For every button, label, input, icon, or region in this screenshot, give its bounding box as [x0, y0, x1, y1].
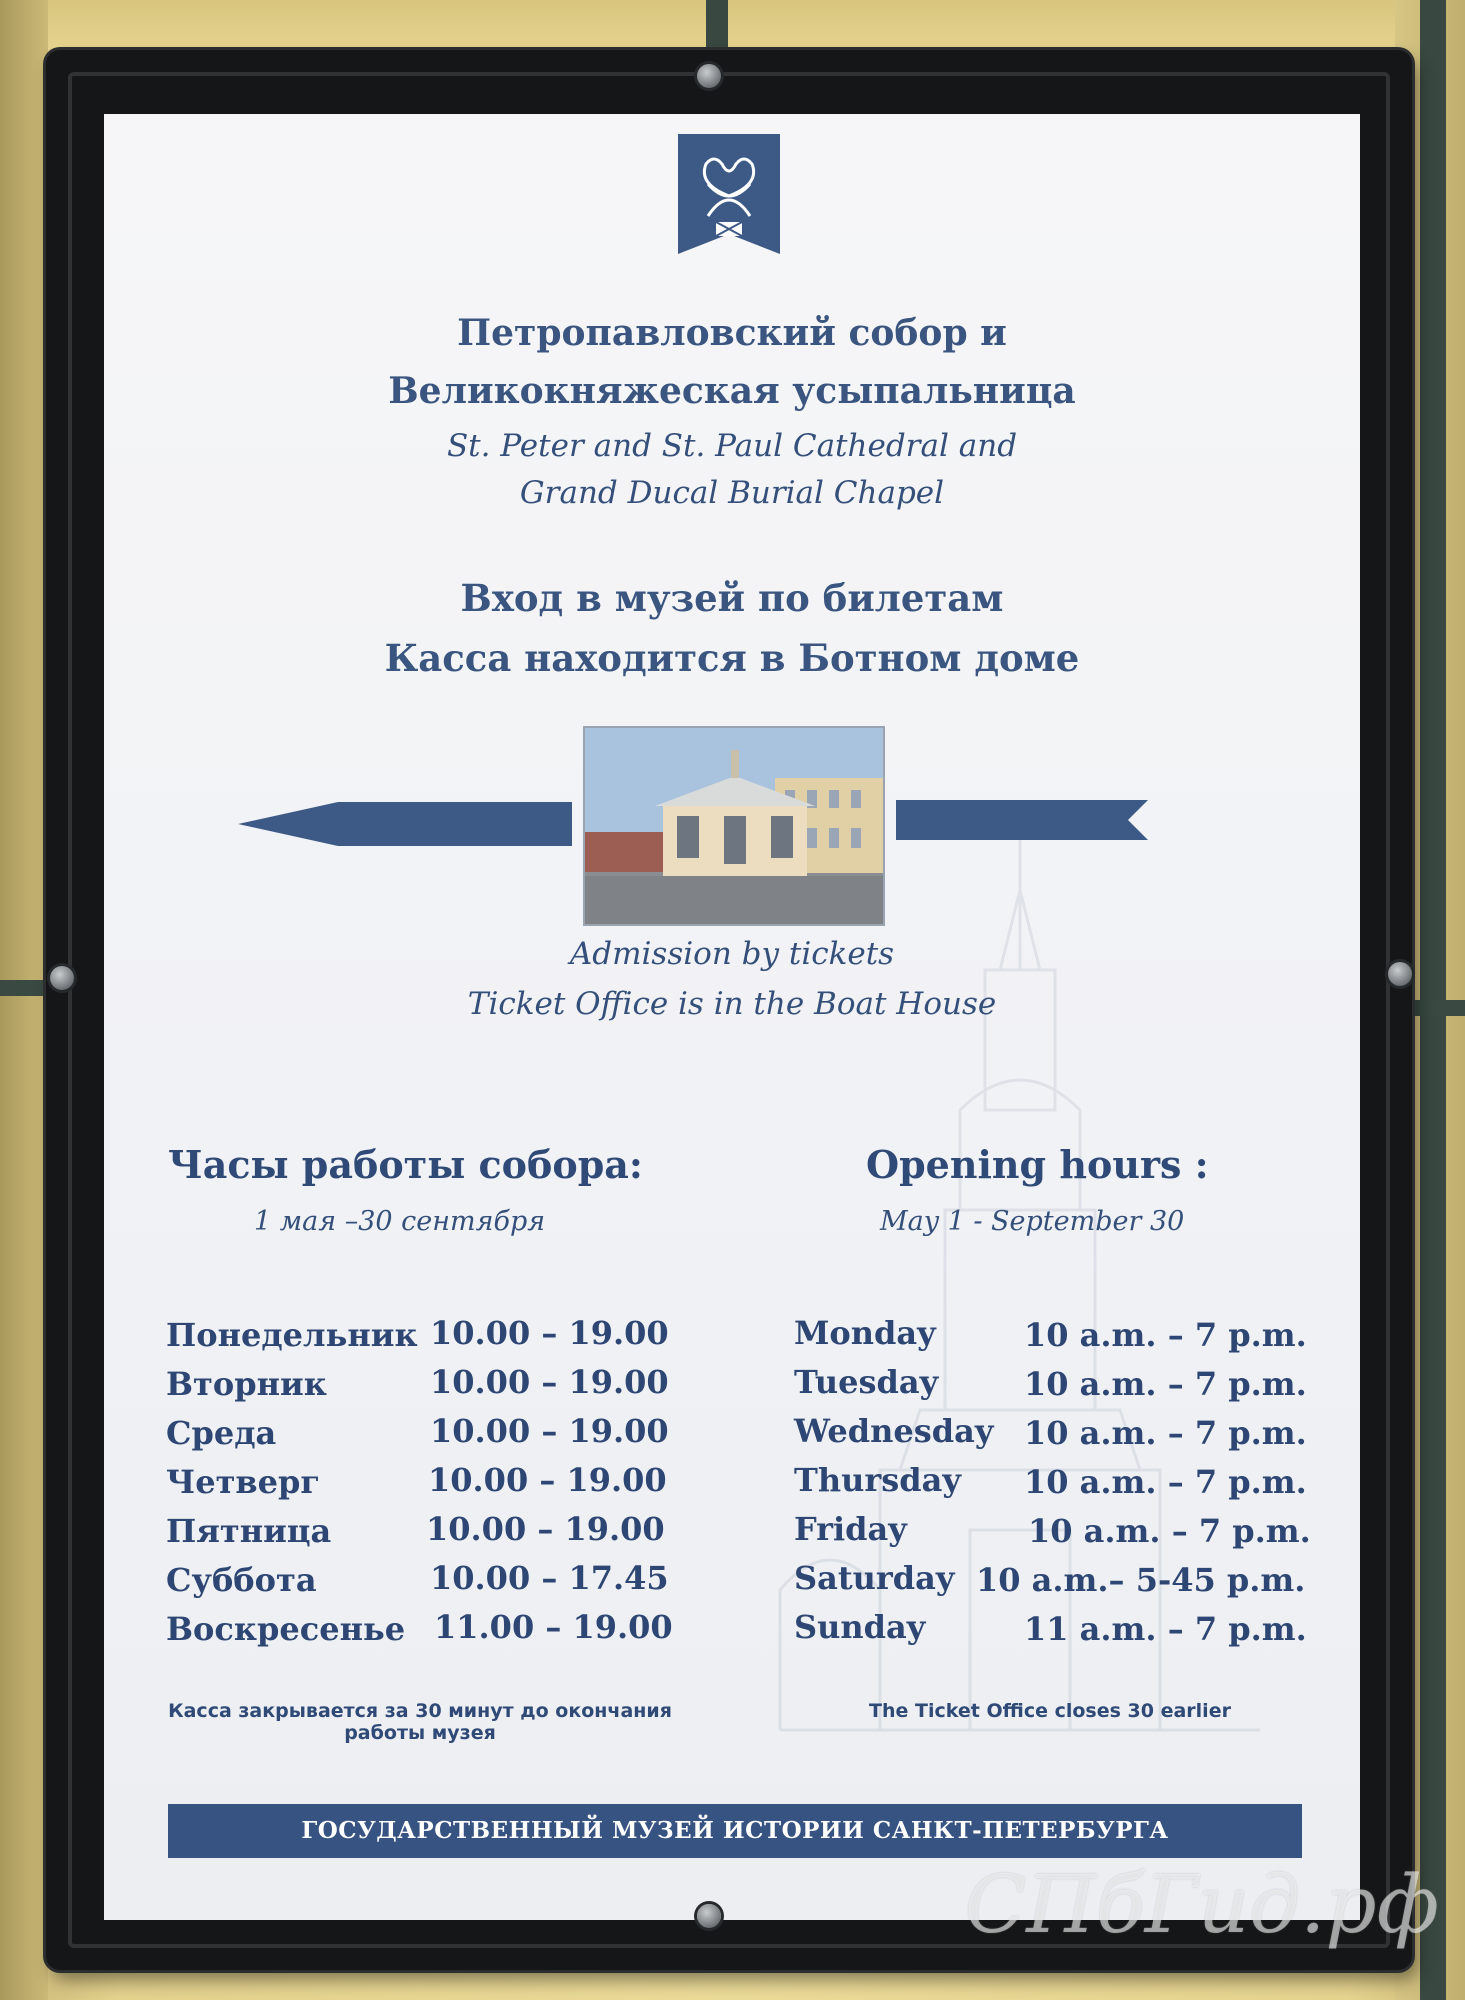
admission-ru-line1: Вход в музей по билетам: [460, 576, 1004, 620]
hours-ru-day: Среда: [166, 1414, 277, 1452]
hours-ru-day: Четверг: [166, 1463, 320, 1501]
fence-post: [706, 0, 728, 56]
hours-ru-day: Вторник: [166, 1365, 327, 1403]
screw-icon: [697, 64, 721, 88]
hours-en-time: 10 a.m.– 5-45 p.m.: [976, 1561, 1306, 1599]
hours-ru-day: Пятница: [166, 1512, 332, 1550]
hours-ru-day: Суббота: [166, 1561, 317, 1599]
hours-en-day: Friday: [794, 1510, 907, 1548]
screw-icon: [50, 966, 74, 990]
arrow-right-icon: [896, 800, 1148, 840]
admission-en-line1: Admission by tickets: [569, 936, 895, 972]
hours-ru-time: 10.00 – 19.00: [430, 1363, 669, 1401]
museum-name: ГОСУДАРСТВЕННЫЙ МУЗЕЙ ИСТОРИИ САНКТ-ПЕТЕРБУРГА: [301, 1817, 1169, 1844]
hours-en-day: Saturday: [794, 1559, 955, 1597]
hours-ru-time: 10.00 – 19.00: [430, 1314, 669, 1352]
hours-ru-time: 10.00 – 19.00: [426, 1510, 665, 1548]
hours-en-day: Thursday: [794, 1461, 961, 1499]
hours-ru-day: Воскресенье: [166, 1610, 406, 1648]
hours-ru-heading: Часы работы собора:: [168, 1142, 643, 1187]
hours-en-day: Sunday: [794, 1608, 926, 1646]
title-ru-line2: Великокняжеская усыпальница: [388, 370, 1076, 412]
hours-en-time: 10 a.m. – 7 p.m.: [1024, 1463, 1307, 1501]
admission-en-line2: Ticket Office is in the Boat House: [467, 986, 997, 1022]
hours-en-time: 10 a.m. – 7 p.m.: [1024, 1365, 1307, 1403]
hours-en-time: 10 a.m. – 7 p.m.: [1024, 1414, 1307, 1452]
fence-rail: [1405, 1000, 1465, 1016]
hours-ru-time: 10.00 – 17.45: [430, 1559, 669, 1597]
hours-en-period: May 1 - September 30: [880, 1206, 1185, 1237]
title-ru-line1: Петропавловский собор и: [457, 312, 1007, 354]
hours-ru-time: 10.00 – 19.00: [430, 1412, 669, 1450]
site-watermark: СПбГид.рф: [965, 1858, 1440, 1951]
hours-en-day: Tuesday: [794, 1363, 939, 1401]
hours-en-heading: Opening hours :: [866, 1142, 1209, 1187]
screw-icon: [1388, 962, 1412, 986]
wall-shadow-left: [0, 0, 48, 2000]
hours-ru-day: Понедельник: [166, 1316, 418, 1354]
hours-ru-period: 1 мая –30 сентября: [254, 1206, 546, 1237]
boat-house-photo: [583, 726, 885, 926]
hours-en-day: Wednesday: [794, 1412, 994, 1450]
hours-en-time: 10 a.m. – 7 p.m.: [1028, 1512, 1311, 1550]
hours-en-day: Monday: [794, 1314, 936, 1352]
museum-footer-bar: [168, 1804, 1302, 1858]
ticket-office-note-en: The Ticket Office closes 30 earlier: [869, 1700, 1231, 1722]
hours-en-time: 11 a.m. – 7 p.m.: [1024, 1610, 1307, 1648]
ticket-office-note-ru-line2: работы музея: [344, 1722, 496, 1744]
title-en-line2: Grand Ducal Burial Chapel: [519, 475, 945, 511]
hours-en-time: 10 a.m. – 7 p.m.: [1024, 1316, 1307, 1354]
ticket-office-note-ru: [130, 1700, 710, 1744]
ticket-office-note-ru-line1: Касса закрывается за 30 минут до окончания: [168, 1700, 672, 1722]
museum-logo-icon: [678, 134, 780, 254]
hours-ru-time: 11.00 – 19.00: [434, 1608, 673, 1646]
arrow-left-icon: [238, 800, 572, 848]
hours-ru-time: 10.00 – 19.00: [428, 1461, 667, 1499]
title-en-line1: St. Peter and St. Paul Cathedral and: [446, 428, 1018, 464]
screw-icon: [697, 1904, 721, 1928]
admission-ru-line2: Касса находится в Ботном доме: [384, 636, 1080, 680]
